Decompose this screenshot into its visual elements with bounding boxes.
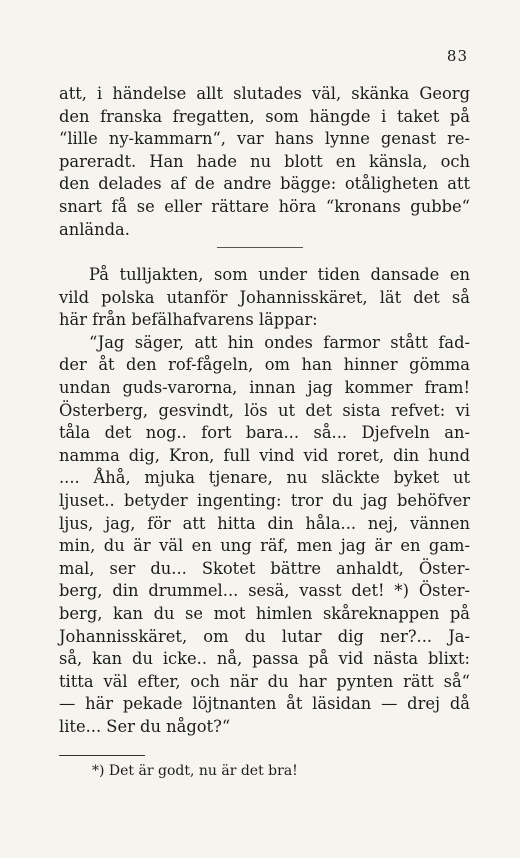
text-line: pareradt. Han hade nu blott en känsla, och: [59, 151, 470, 171]
page-number: 83: [446, 47, 468, 65]
paragraph-2: [59, 264, 470, 738]
text-line: vild polska utanför Johannisskäret, lät det så: [59, 287, 470, 307]
text-line: titta väl efter, och när du har pynten rätt så“: [59, 671, 470, 691]
text-line: snart få se eller rättare höra “kronans gubbe“: [59, 196, 470, 216]
text-line: anlända.: [59, 219, 130, 239]
text-line: På tulljakten, som under tiden dansade en: [89, 265, 470, 284]
text-line: berg, kan du se mot himlen skåreknappen på: [59, 603, 470, 623]
text-line: att, i händelse allt slutades väl, skänka Georg: [59, 84, 470, 103]
text-line: här från befälhafvarens läppar:: [59, 310, 318, 330]
text-line: så, kan du icke.. nå, passa på vid nästa blixt:: [59, 649, 470, 669]
text-line: “lille ny-kammarn“, var hans lynne genast re-: [59, 129, 470, 149]
text-line: min, du är väl en ung räf, men jag är en gam-: [59, 536, 470, 556]
paragraph-1: [59, 83, 470, 241]
text-line: — här pekade löjtnanten åt läsidan — drej då: [59, 694, 470, 714]
text-line: “Jag säger, att hin ondes farmor stått fad-: [89, 332, 470, 352]
footnote: *) Det är godt, nu är det bra!: [92, 763, 298, 779]
text-line: den franska fregatten, som hängde i taket på: [59, 106, 470, 126]
section-divider: [217, 247, 303, 248]
text-line: .... Åhå, mjuka tjenare, nu släckte byket ut: [59, 468, 470, 488]
text-line: ljus, jag, för att hitta din håla... nej, vännen: [59, 513, 470, 533]
footnote-rule: [59, 755, 145, 756]
text-line: mal, ser du... Skotet bättre anhaldt, Öster-: [59, 558, 470, 578]
text-line: lite... Ser du något?“: [59, 716, 231, 736]
text-line: Österberg, gesvindt, lös ut det sista refvet: vi: [59, 400, 470, 420]
text-line: undan guds-varorna, innan jag kommer fram!: [59, 377, 470, 397]
text-line: ljuset.. betyder ingenting: tror du jag behöfver: [59, 490, 470, 510]
text-line: Johannisskäret, om du lutar dig ner?... Ja-: [59, 626, 470, 646]
text-line: den delades af de andre bägge: otåligheten att: [59, 174, 470, 194]
text-line: namma dig, Kron, full vind vid roret, din hund: [59, 445, 470, 465]
text-line: tåla det nog.. fort bara... så... Djefveln an-: [59, 423, 470, 443]
text-line: der åt den rof-fågeln, om han hinner gömma: [59, 355, 470, 375]
text-line: berg, din drummel... sesä, vasst det! *) Öster-: [59, 581, 470, 601]
